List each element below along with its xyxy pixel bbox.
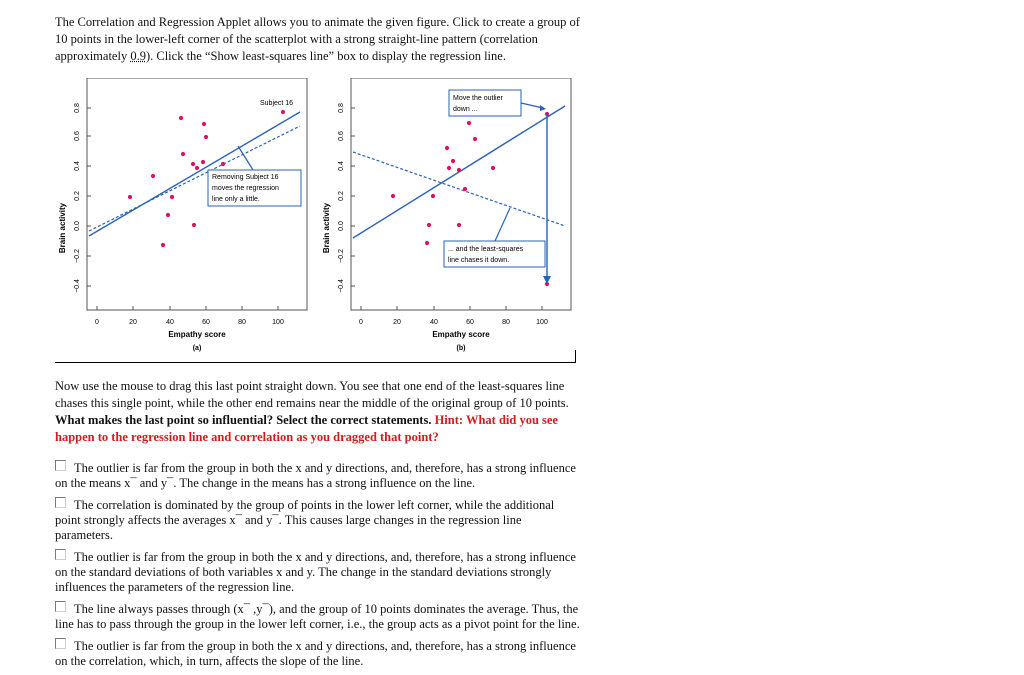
intro-text-after: ). Click the “Show least-squares line” box to display the regression line. <box>145 49 506 63</box>
intro-text <box>55 14 595 65</box>
x-tick-label: 60 <box>466 319 474 326</box>
figure-divider-end <box>575 350 576 363</box>
scatter-point <box>166 213 170 217</box>
panel-b-xlabel: Empathy score <box>432 330 490 339</box>
annotation-bottom-line-2: line chases it down. <box>448 257 510 264</box>
panel-a <box>58 78 307 352</box>
panel-a-sub: (a) <box>192 345 202 352</box>
scatter-point <box>457 223 461 227</box>
panel-a-ylabel: Brain activity <box>58 202 67 254</box>
annotation-bottom-arrow <box>495 208 510 241</box>
scatter-point <box>451 159 455 163</box>
annotation-bottom-line-1: ... and the least-squares <box>448 246 524 253</box>
scatter-point <box>447 166 451 170</box>
scatter-point <box>195 166 199 170</box>
y-tick-label: −0.2 <box>338 249 345 263</box>
y-tick-label: 0.2 <box>74 191 81 201</box>
scatter-point <box>151 174 155 178</box>
scatter-point <box>425 241 429 245</box>
subject-16-label: Subject 16 <box>260 100 294 107</box>
figure-divider <box>55 362 576 363</box>
option-4-checkbox[interactable] <box>55 601 66 612</box>
scatter-point <box>281 110 285 114</box>
x-tick-label: 100 <box>536 319 548 326</box>
y-tick-label: −0.4 <box>74 279 81 293</box>
scatter-point <box>467 121 471 125</box>
scatter-point <box>431 194 435 198</box>
y-tick-label: 0.2 <box>338 191 345 201</box>
panel-b <box>322 78 571 352</box>
option-1-text: The outlier is far from the group in both the x and y directions, and, therefore, has a strong influence on the means x¯ and y¯. The change in the means has a strong influence on the line. <box>55 461 576 490</box>
option-4 <box>55 601 580 632</box>
annotation-top-line-2: down ... <box>453 106 478 113</box>
question-prompt: What makes the last point so influential? Select the correct statements. <box>55 413 432 427</box>
annotation-top-line-1: Move the outlier <box>453 95 503 102</box>
scatter-point <box>457 168 461 172</box>
option-2-checkbox[interactable] <box>55 497 66 508</box>
dragged-regression-line <box>353 152 565 226</box>
option-3 <box>55 549 580 595</box>
y-tick-label: 0.4 <box>338 161 345 171</box>
option-5-checkbox[interactable] <box>55 638 66 649</box>
annotation-line-1: Removing Subject 16 <box>212 174 279 181</box>
correlation-value: 0.9 <box>130 49 146 63</box>
option-1 <box>55 460 580 491</box>
x-tick-label: 80 <box>238 319 246 326</box>
scatter-point <box>463 187 467 191</box>
intro-text-before: The Correlation and Regression Applet allows you to animate the given figure. Click to create a group of 10 points in the lower-left corner of the scatterplot with a strong straight-line pattern (correlation approximately <box>55 15 580 63</box>
scatter-point <box>445 146 449 150</box>
annotation-arrow <box>238 146 253 170</box>
y-tick-label: −0.4 <box>338 279 345 293</box>
option-2 <box>55 497 580 543</box>
x-tick-label: 0 <box>95 319 99 326</box>
y-tick-label: 0.6 <box>74 131 81 141</box>
y-tick-label: −0.2 <box>74 249 81 263</box>
scatterplot-figure <box>55 78 575 363</box>
scatter-point <box>202 122 206 126</box>
option-1-checkbox[interactable] <box>55 460 66 471</box>
option-5 <box>55 638 580 669</box>
option-4-text: The line always passes through (x¯ ,y¯), and the group of 10 points dominates the average. Thus, the line has to pass through the group in the lower left corner, i.e., the group acts as a pivot point for the line. <box>55 602 580 631</box>
scatter-point <box>128 195 132 199</box>
scatter-point <box>204 135 208 139</box>
x-tick-label: 40 <box>430 319 438 326</box>
x-tick-label: 40 <box>166 319 174 326</box>
option-2-text: The correlation is dominated by the group of points in the lower left corner, while the additional point strongly affects the averages x¯ and y¯. This causes large changes in the regression line parameters. <box>55 498 555 542</box>
x-tick-label: 0 <box>359 319 363 326</box>
option-3-checkbox[interactable] <box>55 549 66 560</box>
annotation-line-2: moves the regression <box>212 185 279 192</box>
annotation-line-3: line only a little. <box>212 196 260 203</box>
scatter-point <box>181 152 185 156</box>
option-3-text: The outlier is far from the group in both the x and y directions, and, therefore, has a strong influence on the standard deviations of both variables x and y. The change in the standard deviations strongly influences the parameters of the regression line. <box>55 550 576 594</box>
x-tick-label: 20 <box>393 319 401 326</box>
annotation-top-arrowhead <box>540 105 546 111</box>
drag-down-arrowhead <box>543 276 551 284</box>
scatter-point <box>179 116 183 120</box>
x-tick-label: 80 <box>502 319 510 326</box>
panel-a-xlabel: Empathy score <box>168 330 226 339</box>
scatter-point <box>170 195 174 199</box>
scatter-point <box>161 243 165 247</box>
panel-b-sub: (b) <box>456 345 466 352</box>
panel-b-ylabel: Brain activity <box>322 202 331 254</box>
y-tick-label: 0.0 <box>74 221 81 231</box>
annotation-top-arrow <box>521 103 543 108</box>
scatter-point <box>192 223 196 227</box>
scatter-point <box>191 162 195 166</box>
x-tick-label: 100 <box>272 319 284 326</box>
x-tick-label: 20 <box>129 319 137 326</box>
question-paragraph: Now use the mouse to drag this last point straight down. You see that one end of the least-squares line chases this single point, while the other end remains near the middle of the original group of 10 points. <box>55 379 569 410</box>
y-tick-label: 0.6 <box>338 131 345 141</box>
question-hint: Hint: What did you see happen to the regression line and correlation as you dragged that point? <box>55 413 558 444</box>
question-text <box>55 378 595 446</box>
y-tick-label: 0.8 <box>338 103 345 113</box>
y-tick-label: 0.4 <box>74 161 81 171</box>
scatter-point <box>473 137 477 141</box>
scatter-point <box>427 223 431 227</box>
scatter-point <box>221 162 225 166</box>
scatter-point <box>201 160 205 164</box>
option-5-text: The outlier is far from the group in both the x and y directions, and, therefore, has a strong influence on the correlation, which, in turn, affects the slope of the line. <box>55 639 576 668</box>
answer-options <box>55 460 580 675</box>
scatter-point <box>391 194 395 198</box>
y-tick-label: 0.8 <box>74 103 81 113</box>
x-tick-label: 60 <box>202 319 210 326</box>
y-tick-label: 0.0 <box>338 221 345 231</box>
scatter-point <box>491 166 495 170</box>
